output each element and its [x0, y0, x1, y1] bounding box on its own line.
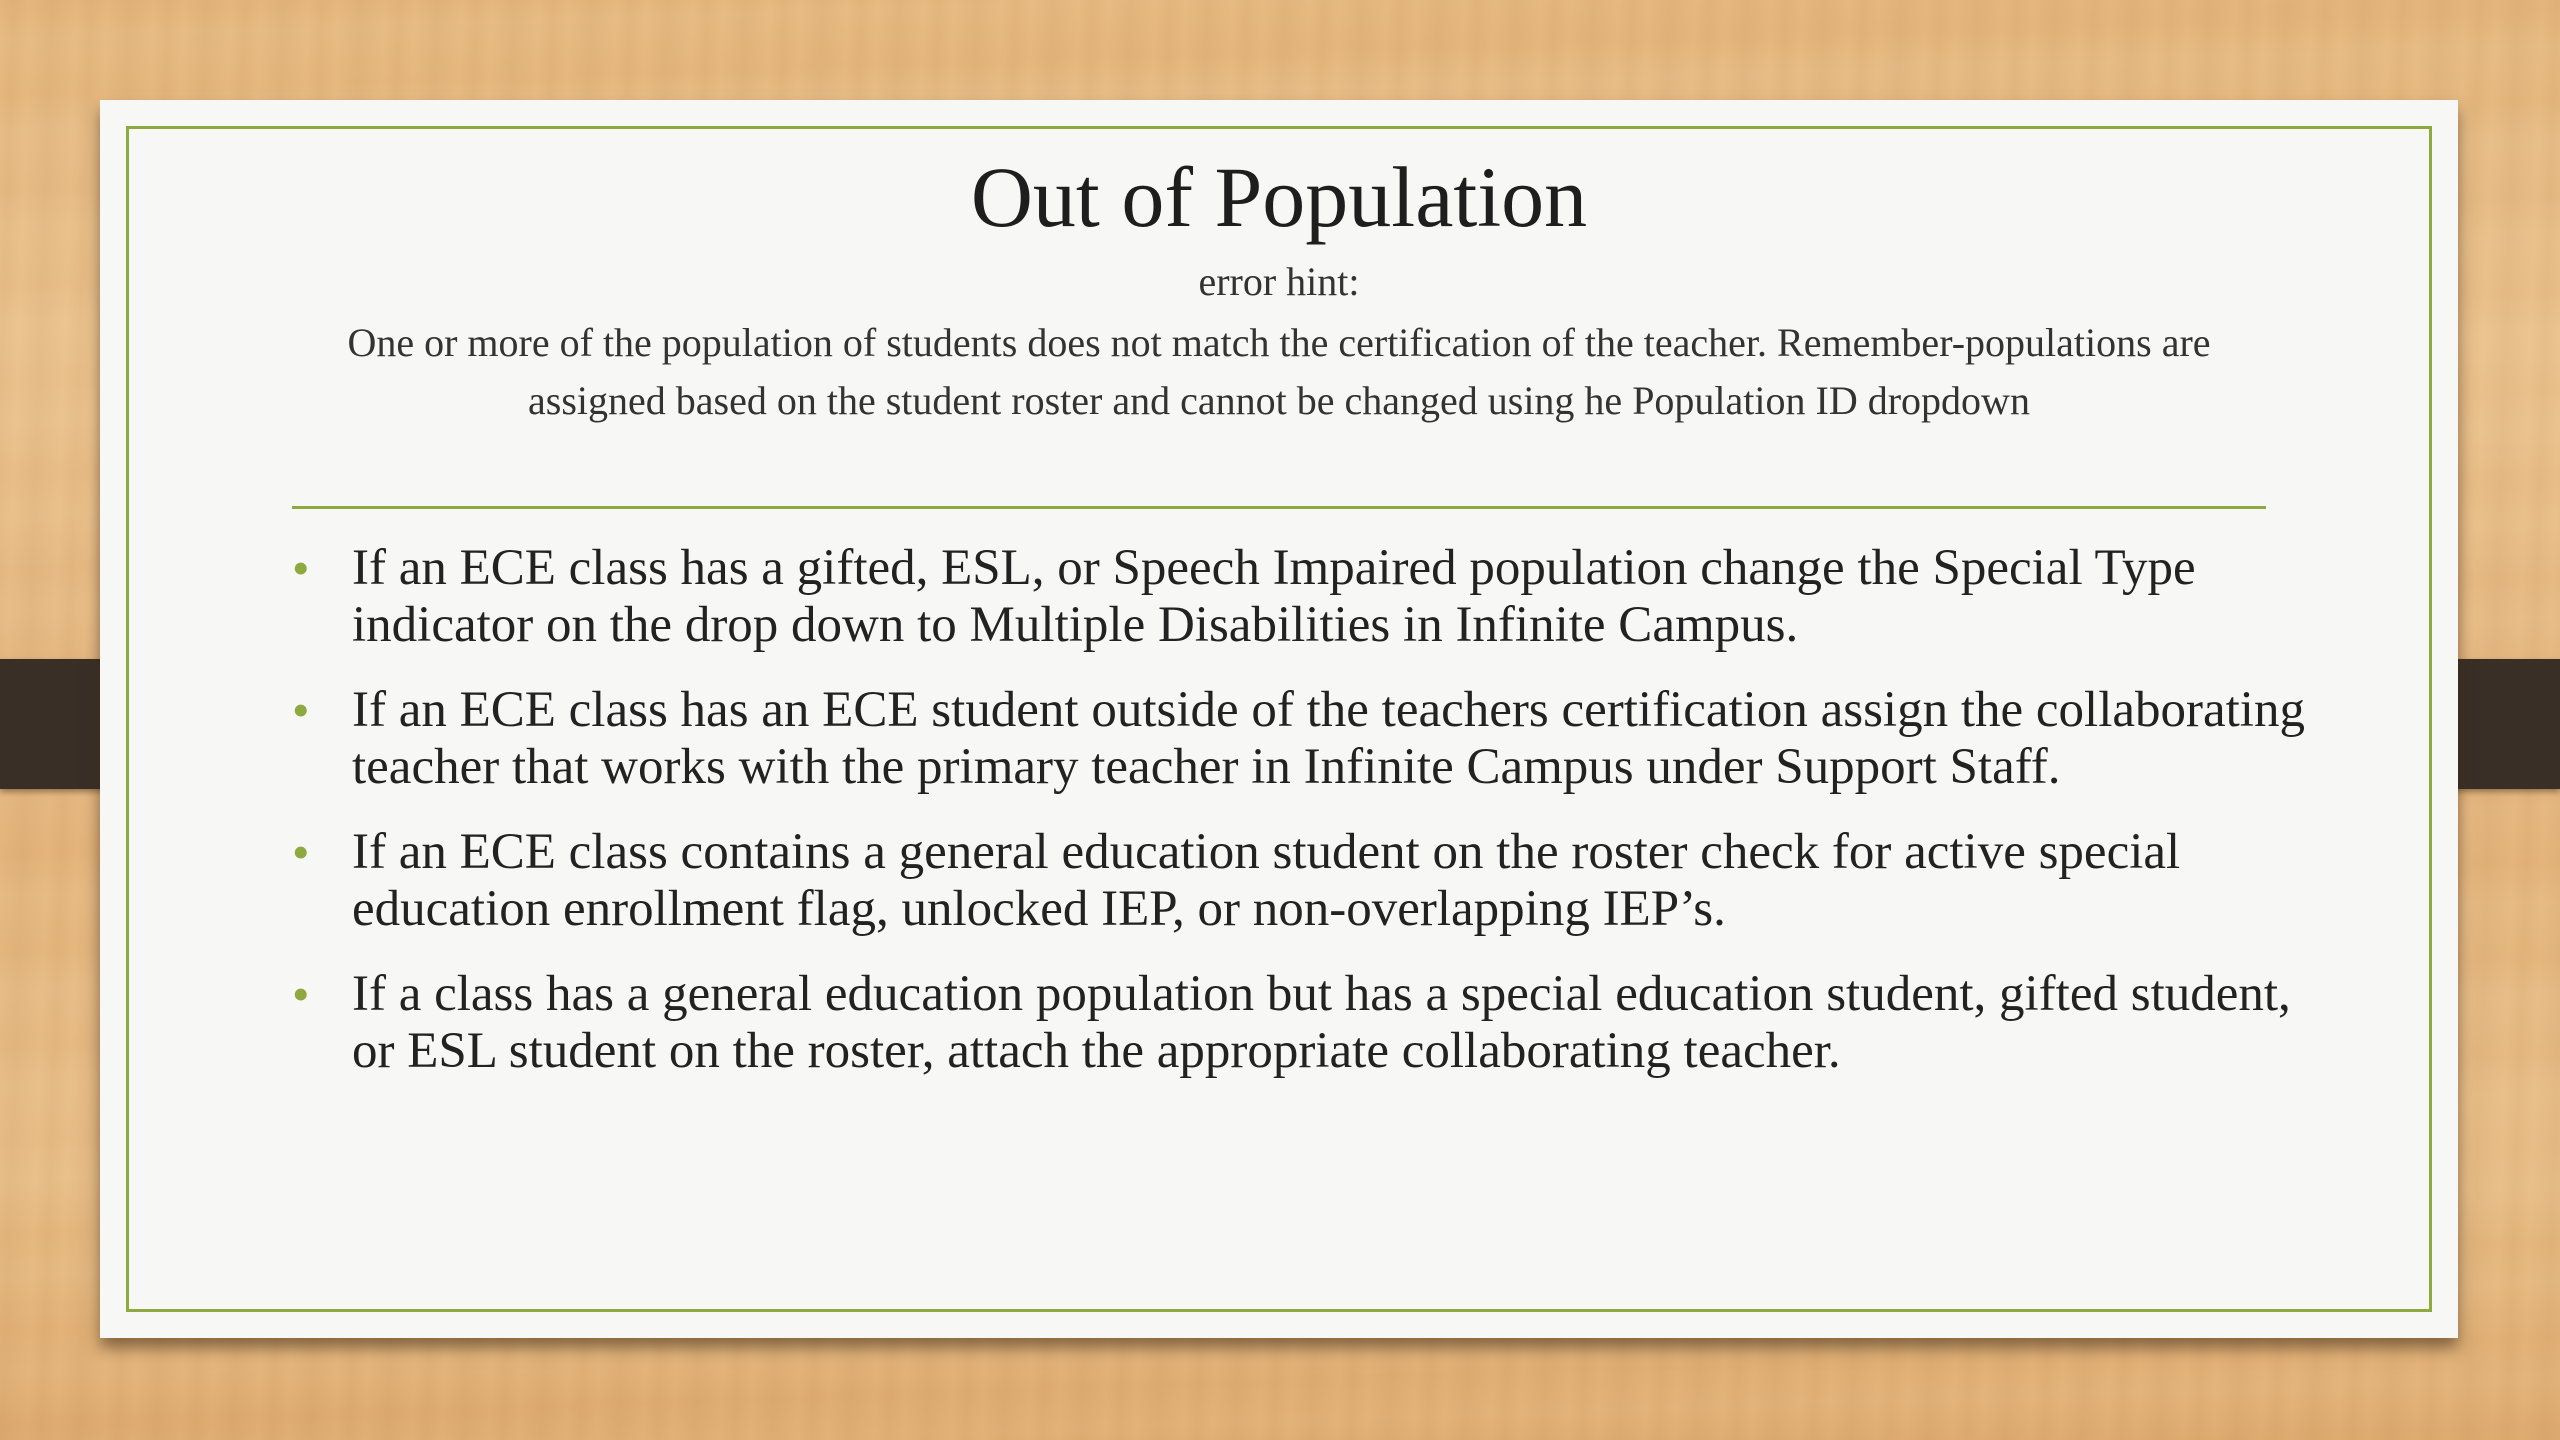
bullet-item [290, 824, 2308, 938]
error-hint-text: One or more of the population of students does not match the certification of the teacher. Remember-populations are assigned based on the student roster and cannot be changed using he Population ID dropdown [347, 320, 2211, 423]
bullet-item [290, 540, 2308, 654]
bullet-text: If a class has a general education population but has a special education student, gifted student, or ESL student on the roster, attach the appropriate collaborating teacher. [352, 966, 2291, 1079]
bullet-text: If an ECE class has an ECE student outside of the teachers certification assign the collaborating teacher that works with the primary teacher in Infinite Campus under Support Staff. [352, 682, 2305, 795]
error-hint-label: error hint: [1198, 259, 1360, 304]
bullet-item [290, 682, 2308, 796]
bullet-dot-icon: • [292, 824, 310, 880]
bullet-list [290, 540, 2308, 1108]
slide-card [100, 100, 2458, 1338]
bullet-item [290, 966, 2308, 1080]
title-divider [292, 506, 2266, 509]
bullet-text: If an ECE class has a gifted, ESL, or Speech Impaired population change the Special Type indicator on the drop down to Multiple Disabilities in Infinite Campus. [352, 540, 2196, 653]
slide-title: Out of Population [970, 149, 1588, 245]
bullet-text: If an ECE class contains a general education student on the roster check for active special education enrollment flag, unlocked IEP, or non-overlapping IEP’s. [352, 824, 2181, 937]
bullet-dot-icon: • [292, 682, 310, 738]
bullet-dot-icon: • [292, 540, 310, 596]
bullet-dot-icon: • [292, 966, 310, 1022]
